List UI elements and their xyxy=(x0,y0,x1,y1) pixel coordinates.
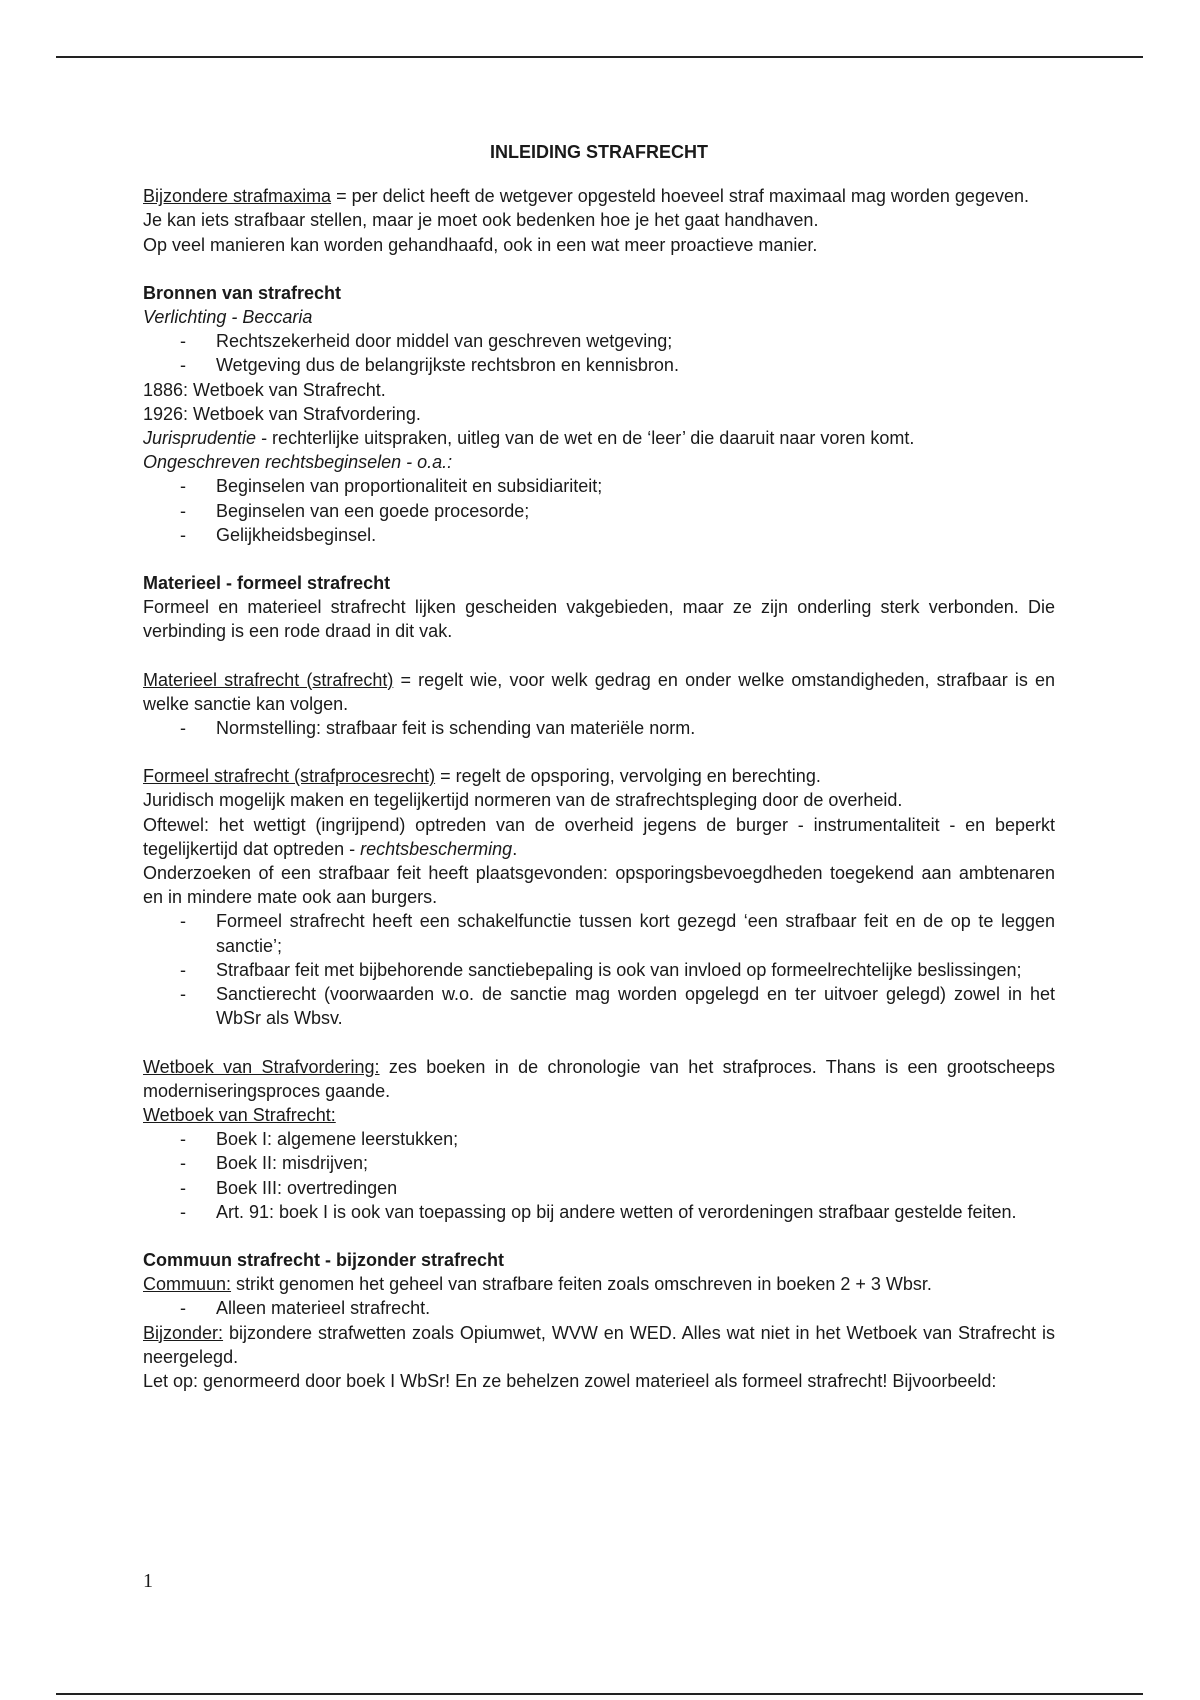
line-1926: 1926: Wetboek van Strafvordering. xyxy=(143,403,421,424)
commuun-list xyxy=(143,1296,1055,1320)
list-item: - Alleen materieel strafrecht. xyxy=(143,1296,1055,1320)
jurisprudentie-text: - rechterlijke uitspraken, uitleg van de wet en de ‘leer’ die daaruit naar voren komt. xyxy=(256,428,915,449)
list-item: - Rechtszekerheid door middel van geschreven wetgeving; xyxy=(143,329,1055,353)
bronnen-list-1 xyxy=(143,329,1055,377)
wbsr-heading xyxy=(143,1103,1055,1127)
list-item: - Gelijkheidsbeginsel. xyxy=(143,523,1055,547)
page-number: 1 xyxy=(143,1570,153,1592)
term-wetboek-strafrecht: Wetboek van Strafrecht: xyxy=(143,1104,336,1125)
commuun-paragraph xyxy=(143,1272,1055,1296)
list-item: - Boek III: overtredingen xyxy=(143,1176,1055,1200)
list-item: - Art. 91: boek I is ook van toepassing op bij andere wetten of verordeningen strafbaar gestelde feiten. xyxy=(143,1200,1055,1224)
list-item: - Beginselen van een goede procesorde; xyxy=(143,499,1055,523)
formeel-line-4: Onderzoeken of een strafbaar feit heeft plaatsgevonden: opsporingsbevoegdheden toegekend aan ambtenaren en in mindere mate ook aan burgers. xyxy=(143,863,1055,908)
let-op-paragraph: Let op: genormeerd door boek I WbSr! En ze behelzen zowel materieel als formeel strafrecht! Bijvoorbeeld: xyxy=(143,1370,997,1391)
wbsv-paragraph xyxy=(143,1055,1055,1103)
header-rule xyxy=(56,56,1143,58)
list-item: - Normstelling: strafbaar feit is schending van materiële norm. xyxy=(143,716,1055,740)
formeel-line-3 xyxy=(143,813,1055,861)
formeel-line-2: Juridisch mogelijk maken en tegelijkertijd normeren van de strafrechtspleging door de overheid. xyxy=(143,790,903,811)
intro-line-2: Je kan iets strafbaar stellen, maar je moet ook bedenken hoe je het gaat handhaven. xyxy=(143,210,819,231)
intro-line-3: Op veel manieren kan worden gehandhaafd, ook in een wat meer proactieve manier. xyxy=(143,234,818,255)
term-bijzonder: Bijzonder: xyxy=(143,1322,224,1343)
footer-rule xyxy=(56,1693,1143,1695)
document-body xyxy=(143,140,1055,1393)
list-item: - Beginselen van proportionaliteit en subsidiariteit; xyxy=(143,474,1055,498)
materieel-formeel-paragraph: Formeel en materieel strafrecht lijken gescheiden vakgebieden, maar ze zijn onderling sterk verbonden. Die verbinding is een rode draad in dit vak. xyxy=(143,597,1055,642)
list-item: - Formeel strafrecht heeft een schakelfunctie tussen kort gezegd ‘een strafbaar feit en de op te leggen sanctie’; xyxy=(143,909,1055,957)
term-wetboek-strafvordering: Wetboek van Strafvordering: xyxy=(143,1056,380,1077)
ongeschreven-line: Ongeschreven rechtsbeginselen - o.a.: xyxy=(143,452,453,473)
bijzonder-paragraph xyxy=(143,1321,1055,1369)
bronnen-list-2 xyxy=(143,474,1055,547)
heading-bronnen: Bronnen van strafrecht xyxy=(143,282,342,303)
line-1886: 1886: Wetboek van Strafrecht. xyxy=(143,379,386,400)
term-rechtsbescherming: rechtsbescherming xyxy=(360,838,513,859)
bijzonder-text: bijzondere strafwetten zoals Opiumwet, WVW en WED. Alles wat niet in het Wetboek van Strafrecht is neergelegd. xyxy=(143,1322,1055,1367)
commuun-text: strikt genomen het geheel van strafbare feiten zoals omschreven in boeken 2 + 3 Wbsr. xyxy=(231,1274,932,1295)
formeel-definition xyxy=(143,764,1055,788)
term-materieel-strafrecht: Materieel strafrecht (strafrecht) xyxy=(143,669,394,690)
formeel-line-3-end: . xyxy=(512,838,518,859)
wbsr-list xyxy=(143,1127,1055,1224)
intro-paragraph xyxy=(143,184,1055,208)
heading-materieel-formeel: Materieel - formeel strafrecht xyxy=(143,573,391,594)
subheading-verlichting: Verlichting - Beccaria xyxy=(143,307,313,328)
intro-definition: = per delict heeft de wetgever opgesteld hoeveel straf maximaal mag worden gegeven. xyxy=(331,186,1029,207)
term-formeel-strafrecht: Formeel strafrecht (strafprocesrecht) xyxy=(143,766,436,787)
materieel-definition xyxy=(143,668,1055,716)
list-item: - Wetgeving dus de belangrijkste rechtsbron en kennisbron. xyxy=(143,353,1055,377)
formeel-list xyxy=(143,909,1055,1030)
formeel-text: = regelt de opsporing, vervolging en berechting. xyxy=(435,766,821,787)
term-jurisprudentie: Jurisprudentie xyxy=(143,428,257,449)
term-commuun: Commuun: xyxy=(143,1274,232,1295)
page-title: INLEIDING STRAFRECHT xyxy=(490,142,708,162)
list-item: - Boek II: misdrijven; xyxy=(143,1151,1055,1175)
materieel-list xyxy=(143,716,1055,740)
jurisprudentie-line xyxy=(143,426,1055,450)
term-bijzondere-strafmaxima: Bijzondere strafmaxima xyxy=(143,186,332,207)
list-item: - Strafbaar feit met bijbehorende sanctiebepaling is ook van invloed op formeelrechtelijke beslissingen; xyxy=(143,958,1055,982)
formeel-line-3-text: Oftewel: het wettigt (ingrijpend) optreden van de overheid jegens de burger - instrumentaliteit - en beperkt tegelijkertijd dat optreden - xyxy=(143,814,1055,859)
list-item: - Sanctierecht (voorwaarden w.o. de sanctie mag worden opgelegd en ter uitvoer gelegd) zowel in het WbSr als Wbsv. xyxy=(143,982,1055,1030)
list-item: - Boek I: algemene leerstukken; xyxy=(143,1127,1055,1151)
wbsv-text: zes boeken in de chronologie van het strafproces. Thans is een grootscheeps moderniseringsproces gaande. xyxy=(143,1056,1055,1101)
materieel-text: = regelt wie, voor welk gedrag en onder welke omstandigheden, strafbaar is en welke sanctie kan volgen. xyxy=(143,669,1055,714)
heading-commuun: Commuun strafrecht - bijzonder strafrecht xyxy=(143,1249,505,1270)
